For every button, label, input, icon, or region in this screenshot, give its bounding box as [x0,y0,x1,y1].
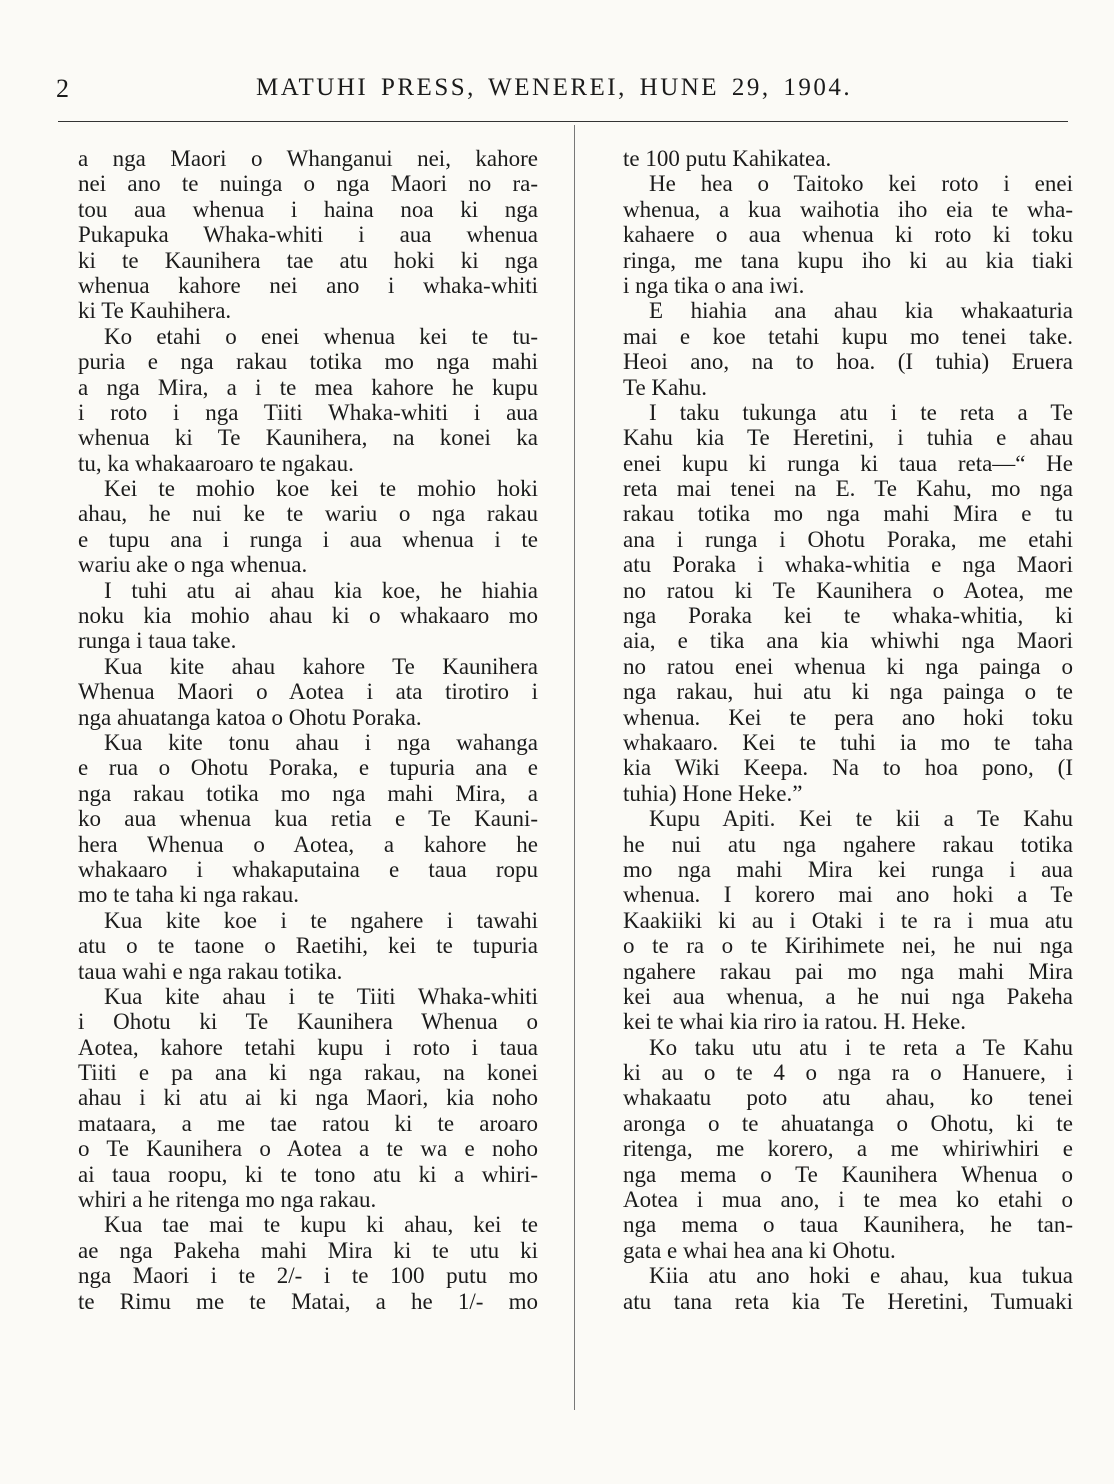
text-line: nga ahuatanga katoa o Ohotu Poraka. [78,704,422,730]
text-line: tou aua whenua i haina noa ki nga [78,196,538,222]
paragraph [78,730,538,908]
text-line: no ratou ki Te Kaunihera o Aotea, me [623,577,1073,603]
text-line: nei ano te nuinga o nga Maori no ra- [78,171,538,197]
text-line: Tiiti e pa ana ki nga rakau, na konei [78,1060,538,1086]
text-line: ritenga, me korero, a me whiriwhiri e [623,1136,1073,1162]
text-line: o te ra o te Kirihimete nei, he nui nga [623,933,1073,959]
text-line: I tuhi atu ai ahau kia koe, he hiahia [104,577,538,603]
text-line: Kua kite koe i te ngahere i tawahi [104,907,538,933]
text-line: mai e koe tetahi kupu mo tenei take. [623,323,1073,349]
text-line: te 100 putu Kahikatea. [623,146,832,171]
header-rule [58,121,1068,122]
text-line: Kupu Apiti. Kei te kii a Te Kahu [649,806,1073,832]
text-line: Heoi ano, na to hoa. (I tuhia) Eruera [623,349,1073,375]
text-line: I taku tukunga atu i te reta a Te [649,399,1073,425]
text-line: gata e whai hea ana ki Ohotu. [623,1237,896,1263]
text-line: mo te taha ki nga rakau. [78,882,299,908]
text-line: tu, ka whakaaroaro te ngakau. [78,450,354,476]
text-line: E hiahia ana ahau kia whakaaturia [649,298,1073,324]
text-line: nga mema o taua Kaunihera, he tan- [623,1212,1073,1238]
left-column [78,146,538,1314]
text-line: ko aua whenua kua retia e Te Kauni- [78,806,538,832]
text-line: atu tana reta kia Te Heretini, Tumuaki [623,1288,1073,1314]
text-line: mataara, a me tae ratou ki te aroaro [78,1110,538,1136]
text-line: whenua, a kua waihotia iho eia te wha- [623,196,1073,222]
text-line: ki Te Kauhihera. [78,298,232,324]
text-line: He hea o Taitoko kei roto i enei [649,171,1073,197]
paragraph [78,654,538,730]
text-line: Pukapuka Whaka-whiti i aua whenua [78,222,538,248]
paragraph [623,298,1073,400]
text-line: rakau totika mo nga mahi Mira e tu [623,501,1073,527]
paragraph [623,806,1073,1035]
text-line: Ko etahi o enei whenua kei te tu- [104,323,538,349]
paragraph [623,146,1073,171]
text-line: whakaaro. Kei te tuhi ia mo te taha [623,729,1073,755]
text-line: i roto i nga Tiiti Whaka-whiti i aua [78,399,538,425]
text-line: nga mema o Te Kaunihera Whenua o [623,1161,1073,1187]
text-line: whakaatu poto atu ahau, ko tenei [623,1085,1073,1111]
page-header [56,74,1062,110]
text-line: taua wahi e nga rakau totika. [78,958,343,984]
text-line: kia Wiki Keepa. Na to hoa pono, (I [623,755,1073,781]
text-line: whiri a he ritenga mo nga rakau. [78,1187,377,1213]
text-line: Kiia atu ano hoki e ahau, kua tukua [649,1263,1073,1289]
text-line: runga i taua take. [78,628,237,654]
text-line: te Rimu me te Matai, a he 1/- mo [78,1288,538,1314]
text-line: Kei te mohio koe kei te mohio hoki [104,476,538,502]
text-line: enei kupu ki runga ki taua reta—“ He [623,450,1073,476]
text-line: mo nga mahi Mira kei runga i aua [623,856,1073,882]
text-line: whakaaro i whakaputaina e taua ropu [78,856,538,882]
paragraph [78,908,538,984]
text-line: Whenua Maori o Aotea i ata tirotiro i [78,679,538,705]
text-line: ringa, me tana kupu iho ki au kia tiaki [623,247,1073,273]
paragraph [78,476,538,578]
text-line: tuhia) Hone Heke.” [623,780,803,806]
text-line: Ko taku utu atu i te reta a Te Kahu [649,1034,1073,1060]
text-line: ki au o te 4 o nga ra o Hanuere, i [623,1060,1073,1086]
text-line: whenua kahore nei ano i whaka-whiti [78,272,538,298]
text-line: Kua tae mai te kupu ki ahau, kei te [104,1212,538,1238]
text-line: ki te Kaunihera tae atu hoki ki nga [78,247,538,273]
text-line: hera Whenua o Aotea, a kahore he [78,831,538,857]
text-line: puria e nga rakau totika mo nga mahi [78,349,538,375]
text-line: ahau, he nui ke te wariu o nga rakau [78,501,538,527]
paragraph [623,400,1073,806]
text-line: reta mai tenei na E. Te Kahu, mo nga [623,476,1073,502]
text-line: ai taua roopu, ki te tono atu ki a whiri- [78,1161,538,1187]
paragraph [623,171,1073,298]
text-line: nga rakau, hui atu ki nga painga o te [623,679,1073,705]
text-line: ana i runga i Ohotu Poraka, me etahi [623,526,1073,552]
text-line: nga rakau totika mo nga mahi Mira, a [78,780,538,806]
right-column [623,146,1073,1314]
column-divider [574,125,575,1410]
text-line: wariu ake o nga whenua. [78,552,308,578]
paragraph [78,578,538,654]
paragraph [78,324,538,476]
paragraph [78,1212,538,1314]
text-line: e tupu ana i runga i aua whenua i te [78,526,538,552]
paragraph [78,984,538,1213]
text-line: ngahere rakau pai mo nga mahi Mira [623,958,1073,984]
page-number: 2 [56,74,70,103]
text-line: Te Kahu. [623,374,707,400]
text-line: Kua kite tonu ahau i nga wahanga [104,729,538,755]
text-line: o Te Kaunihera o Aotea a te wa e noho [78,1136,538,1162]
paragraph [623,1263,1073,1314]
paragraph [78,146,538,324]
text-line: aia, e tika ana kia whiwhi nga Maori [623,628,1073,654]
text-line: kei te whai kia riro ia ratou. H. Heke. [623,1009,966,1035]
text-line: whenua. I korero mai ano hoki a Te [623,882,1073,908]
paragraph [623,1035,1073,1264]
text-line: atu Poraka i whaka-whitia e nga Maori [623,552,1073,578]
text-line: nga Poraka kei te whaka-whitia, ki [623,603,1073,629]
text-line: atu o te taone o Raetihi, kei te tupuria [78,933,538,959]
text-line: Kua kite ahau i te Tiiti Whaka-whiti [104,983,538,1009]
text-line: kei aua whenua, a he nui nga Pakeha [623,983,1073,1009]
text-line: Kaakiiki ki au i Otaki i te ra i mua atu [623,907,1073,933]
text-line: he nui atu nga ngahere rakau totika [623,831,1073,857]
text-line: Aotea i mua ano, i te mea ko etahi o [623,1187,1073,1213]
text-line: i nga tika o ana iwi. [623,272,805,298]
text-line: ahau i ki atu ai ki nga Maori, kia noho [78,1085,538,1111]
text-line: kahaere o aua whenua ki roto ki toku [623,222,1073,248]
masthead-title: MATUHI PRESS, WENEREI, HUNE 29, 1904. [256,74,853,101]
text-line: whenua ki Te Kaunihera, na konei ka [78,425,538,451]
text-line: no ratou enei whenua ki nga painga o [623,653,1073,679]
text-line: Kua kite ahau kahore Te Kaunihera [104,653,538,679]
text-line: Aotea, kahore tetahi kupu i roto i taua [78,1034,538,1060]
text-line: Kahu kia Te Heretini, i tuhia e ahau [623,425,1073,451]
text-line: aronga o te ahuatanga o Ohotu, ki te [623,1110,1073,1136]
text-line: e rua o Ohotu Poraka, e tupuria ana e [78,755,538,781]
text-line: noku kia mohio ahau ki o whakaaro mo [78,603,538,629]
text-line: whenua. Kei te pera ano hoki toku [623,704,1073,730]
text-line: a nga Mira, a i te mea kahore he kupu [78,374,538,400]
text-line: i Ohotu ki Te Kaunihera Whenua o [78,1009,538,1035]
text-line: a nga Maori o Whanganui nei, kahore [78,146,538,171]
text-line: nga Maori i te 2/- i te 100 putu mo [78,1263,538,1289]
text-line: ae nga Pakeha mahi Mira ki te utu ki [78,1237,538,1263]
